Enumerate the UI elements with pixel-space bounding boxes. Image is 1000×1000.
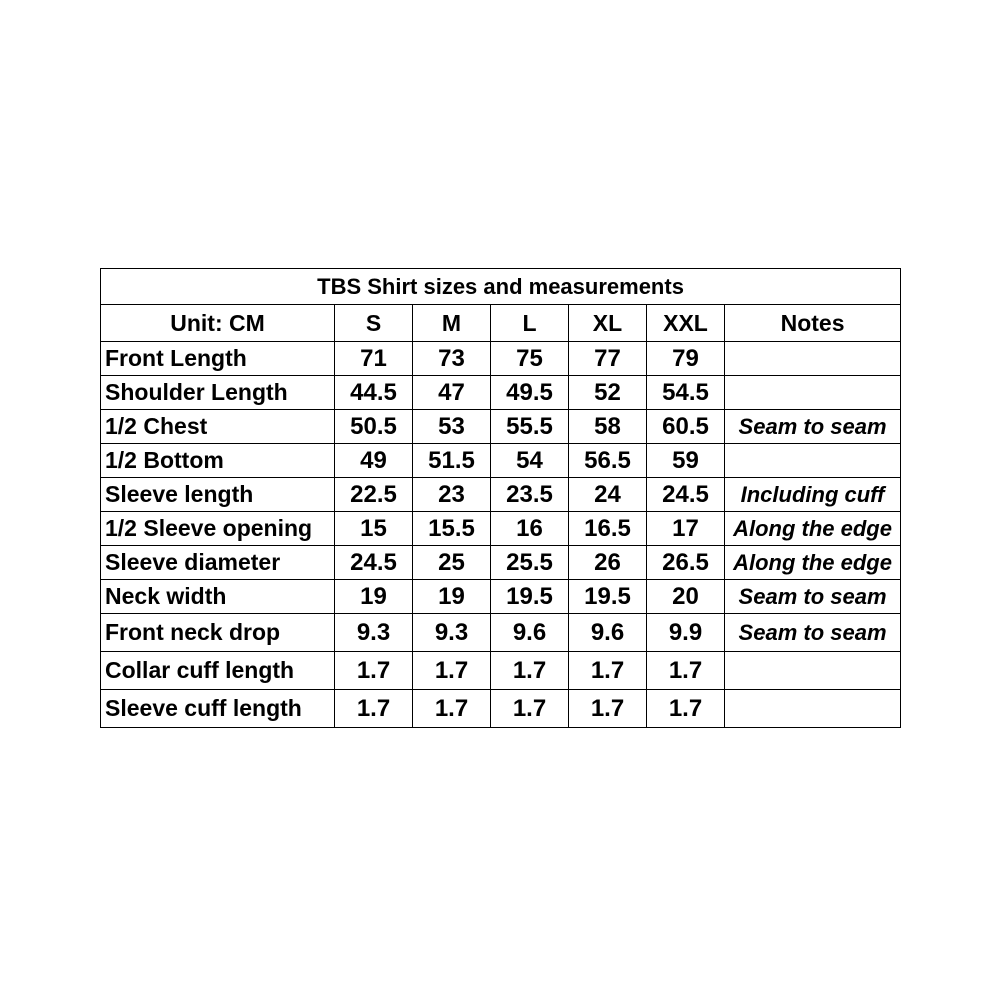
table-row [101,376,901,410]
note-cell [725,376,901,410]
note-cell: Including cuff [725,478,901,512]
value-cell: 24.5 [647,478,725,512]
value-cell: 1.7 [491,690,569,728]
value-cell: 24 [569,478,647,512]
value-cell: 23 [413,478,491,512]
value-cell: 1.7 [647,652,725,690]
value-cell: 49 [335,444,413,478]
size-header-xl: XL [569,305,647,342]
value-cell: 26 [569,546,647,580]
value-cell: 54 [491,444,569,478]
note-cell: Seam to seam [725,614,901,652]
notes-header: Notes [725,305,901,342]
value-cell: 77 [569,342,647,376]
value-cell: 54.5 [647,376,725,410]
value-cell: 9.3 [413,614,491,652]
value-cell: 51.5 [413,444,491,478]
value-cell: 26.5 [647,546,725,580]
row-label: Sleeve cuff length [101,690,335,728]
unit-header: Unit: CM [101,305,335,342]
value-cell: 1.7 [647,690,725,728]
row-label: Front neck drop [101,614,335,652]
note-cell [725,652,901,690]
table-row [101,652,901,690]
value-cell: 59 [647,444,725,478]
value-cell: 20 [647,580,725,614]
value-cell: 19.5 [569,580,647,614]
table-row [101,690,901,728]
value-cell: 44.5 [335,376,413,410]
title-row [101,269,901,305]
value-cell: 1.7 [335,652,413,690]
value-cell: 9.3 [335,614,413,652]
value-cell: 50.5 [335,410,413,444]
note-cell: Seam to seam [725,580,901,614]
note-cell: Along the edge [725,546,901,580]
note-cell: Along the edge [725,512,901,546]
note-cell [725,444,901,478]
table-row [101,580,901,614]
row-label: 1/2 Chest [101,410,335,444]
table-title: TBS Shirt sizes and measurements [101,269,901,305]
size-header-l: L [491,305,569,342]
value-cell: 17 [647,512,725,546]
value-cell: 1.7 [335,690,413,728]
row-label: 1/2 Sleeve opening [101,512,335,546]
note-cell [725,690,901,728]
value-cell: 16 [491,512,569,546]
value-cell: 47 [413,376,491,410]
value-cell: 53 [413,410,491,444]
row-label: 1/2 Bottom [101,444,335,478]
value-cell: 56.5 [569,444,647,478]
value-cell: 79 [647,342,725,376]
value-cell: 19 [335,580,413,614]
value-cell: 58 [569,410,647,444]
value-cell: 55.5 [491,410,569,444]
size-header-m: M [413,305,491,342]
value-cell: 9.9 [647,614,725,652]
size-header-s: S [335,305,413,342]
value-cell: 24.5 [335,546,413,580]
value-cell: 1.7 [569,690,647,728]
value-cell: 52 [569,376,647,410]
value-cell: 15.5 [413,512,491,546]
value-cell: 9.6 [491,614,569,652]
row-label: Shoulder Length [101,376,335,410]
row-label: Neck width [101,580,335,614]
value-cell: 1.7 [413,690,491,728]
row-label: Sleeve length [101,478,335,512]
value-cell: 23.5 [491,478,569,512]
value-cell: 25 [413,546,491,580]
table-row [101,478,901,512]
value-cell: 49.5 [491,376,569,410]
note-cell: Seam to seam [725,410,901,444]
value-cell: 16.5 [569,512,647,546]
value-cell: 71 [335,342,413,376]
table-row [101,614,901,652]
value-cell: 73 [413,342,491,376]
row-label: Front Length [101,342,335,376]
value-cell: 9.6 [569,614,647,652]
value-cell: 22.5 [335,478,413,512]
row-label: Sleeve diameter [101,546,335,580]
value-cell: 1.7 [413,652,491,690]
row-label: Collar cuff length [101,652,335,690]
value-cell: 19.5 [491,580,569,614]
table-row [101,512,901,546]
value-cell: 75 [491,342,569,376]
value-cell: 25.5 [491,546,569,580]
size-chart-table [100,268,901,728]
value-cell: 1.7 [491,652,569,690]
table-row [101,342,901,376]
header-row [101,305,901,342]
value-cell: 15 [335,512,413,546]
size-header-xxl: XXL [647,305,725,342]
value-cell: 19 [413,580,491,614]
table-row [101,410,901,444]
value-cell: 1.7 [569,652,647,690]
table-row [101,546,901,580]
note-cell [725,342,901,376]
value-cell: 60.5 [647,410,725,444]
table-row [101,444,901,478]
